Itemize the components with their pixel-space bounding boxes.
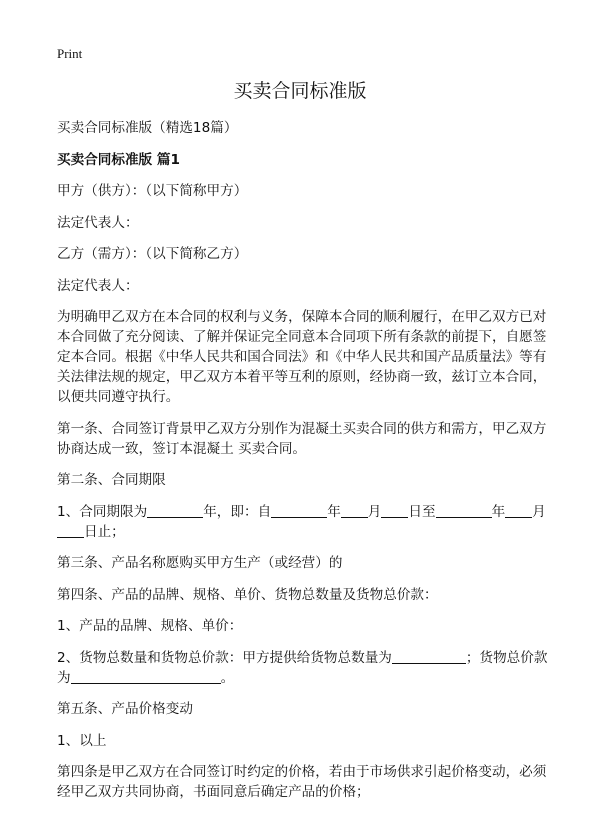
article-4-item-1: 1、产品的品牌、规格、单价： [57,618,243,634]
blank-field [341,503,368,518]
blank-field [505,503,532,518]
blank-field [57,523,84,538]
document-title: 买卖合同标准版 [233,80,367,102]
article-5-item-1: 1、以上 [57,732,107,749]
blank-field [392,649,466,664]
subtitle: 买卖合同标准版（精选18篇） [57,120,238,136]
blank-field [436,503,492,518]
text: ；货物总价款为 [57,649,548,686]
text: 年 [327,503,341,520]
party-b: 乙方（需方）：（以下简称乙方） [57,246,248,262]
article-5: 第五条、产品价格变动 [57,701,193,717]
blank-field [71,669,221,684]
party-a: 甲方（供方）：（以下简称甲方） [57,183,248,199]
text: 月 [367,503,382,520]
document-body [57,118,549,814]
article-2: 第二条、合同期限 [57,472,166,488]
print-link[interactable]: Print [57,46,83,61]
text: 1、合同期限为 [57,503,148,520]
text: 日止； [84,523,125,540]
article-3: 第三条、产品名称愿购买甲方生产（或经营）的 [57,555,343,571]
blank-field [147,503,203,518]
intro-paragraph: 为明确甲乙双方在本合同的权利与义务，保障本合同的顺利履行，在甲乙双方已对本合同做了充分阅读、了解并保证完全同意本合同项下所有条款的前提下，自愿签定本合同。根据《中华人民共和国合同法》和《中华人民共和国产品质量法》等有关法律法规的规定，甲乙双方本着平等互利的原则，经协商一致，兹订立本合同，以便共同遵守执行。 [57,309,547,405]
text: 月 [532,503,546,520]
text: 年 [491,503,506,520]
article-2-term [57,502,549,542]
article-1: 第一条、合同签订背景甲乙双方分别作为混凝土买卖合同的供方和需方，甲乙双方协商达成一致，签订本混凝土 买卖合同。 [57,420,547,457]
article-4: 第四条、产品的品牌、规格、单价、货物总数量及货物总价款： [57,586,438,603]
representative-a: 法定代表人： [57,214,139,231]
text: 2、货物总数量和货物总价款：甲方提供给货物总数量为 [57,649,392,666]
representative-b: 法定代表人： [57,277,139,294]
article-4-item-2 [57,648,549,688]
blank-field [381,503,408,518]
text: 。 [220,669,235,686]
article-5-item-2: 第四条是甲乙双方在合同签订时约定的价格，若由于市场供求引起价格变动，必须经甲乙双方共同协商，书面同意后确定产品的价格； [57,764,547,800]
text: 日至 [408,503,436,520]
text: 年，即：自 [203,503,272,520]
section-heading: 买卖合同标准版 篇1 [57,151,180,168]
blank-field [271,503,327,518]
